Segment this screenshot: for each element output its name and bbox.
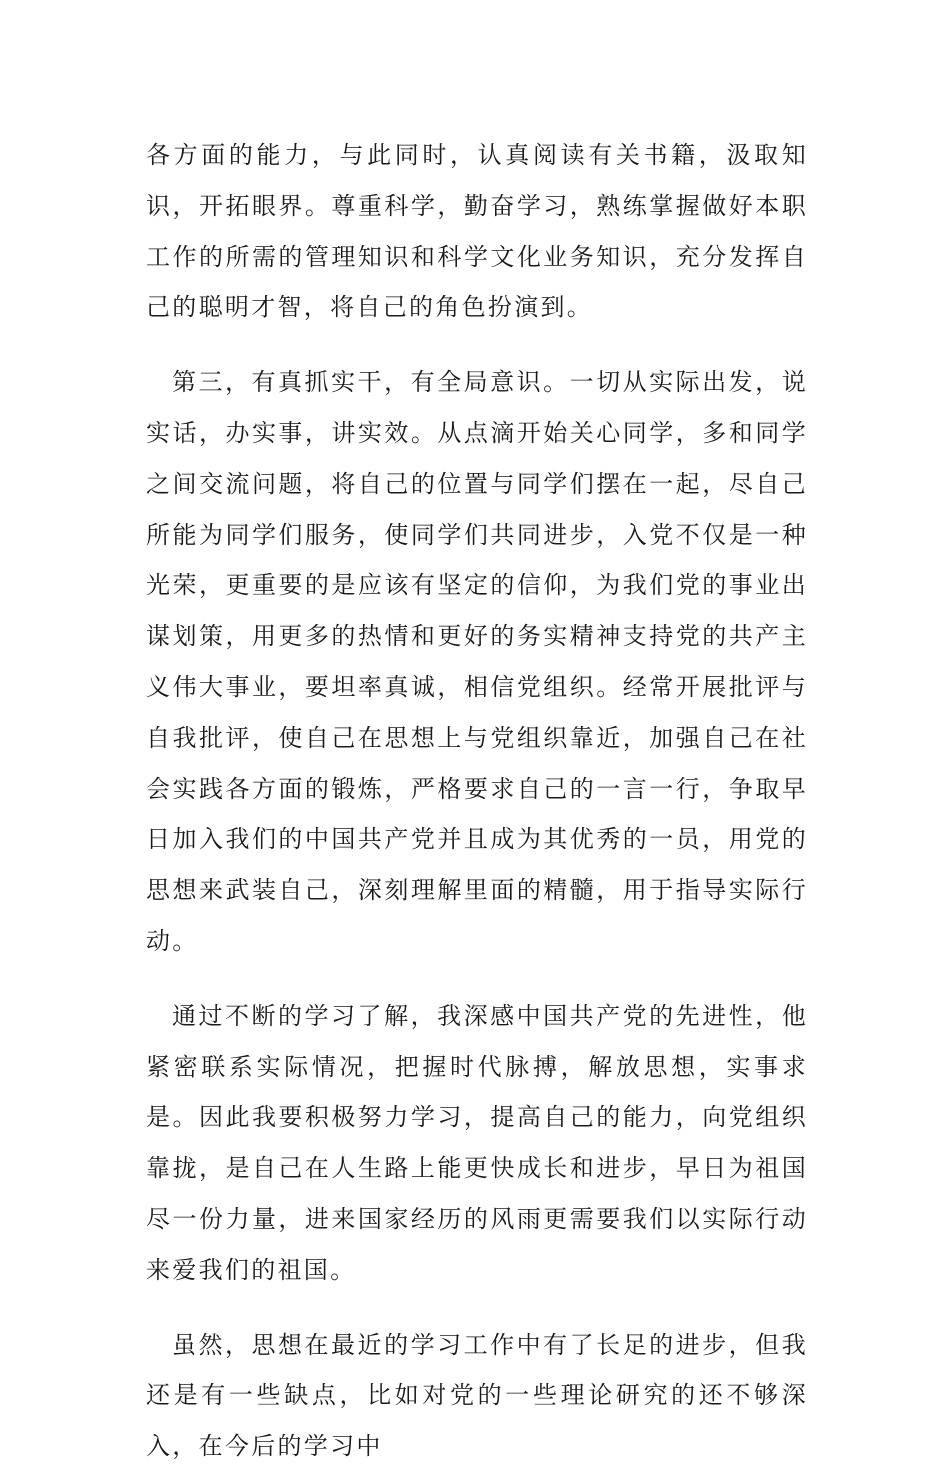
document-body [146,130,808,1472]
paragraph-continuation: 各方面的能力，与此同时，认真阅读有关书籍，汲取知识，开拓眼界。尊重科学，勤奋学习，熟练掌握做好本职工作的所需的管理知识和科学文化业务知识，充分发挥自己的聪明才智，将自己的角色扮演到。 [146,141,808,322]
paragraph-shortcomings: 虽然，思想在最近的学习工作中有了长足的进步，但我还是有一些缺点，比如对党的一些理论研究的还不够深入，在今后的学习中 [146,1330,808,1461]
paragraph-party-advancement: 通过不断的学习了解，我深感中国共产党的先进性，他紧密联系实际情况，把握时代脉搏，解放思想，实事求是。因此我要积极努力学习，提高自己的能力，向党组织靠拢，是自己在人生路上能更快成长和进步，早日为祖国尽一份力量，进来国家经历的风雨更需要我们以实际行动来爱我们的祖国。 [146,1001,808,1284]
paragraph-gap [146,333,808,357]
paragraph-gap [146,967,808,991]
paragraph-third-point: 第三，有真抓实干，有全局意识。一切从实际出发，说实话，办实事，讲实效。从点滴开始关心同学，多和同学之间交流问题，将自己的位置与同学们摆在一起，尽自己所能为同学们服务，使同学们共同进步，入党不仅是一种光荣，更重要的是应该有坚定的信仰，为我们党的事业出谋划策，用更多的热情和更好的务实精神支持党的共产主义伟大事业，要坦率真诚，相信党组织。经常开展批评与自我批评，使自己在思想上与党组织靠近，加强自己在社会实践各方面的锻炼，严格要求自己的一言一行，争取早日加入我们的中国共产党并且成为其优秀的一员，用党的思想来武装自己，深刻理解里面的精髓，用于指导实际行动。 [146,368,808,955]
paragraph-gap [146,1296,808,1320]
